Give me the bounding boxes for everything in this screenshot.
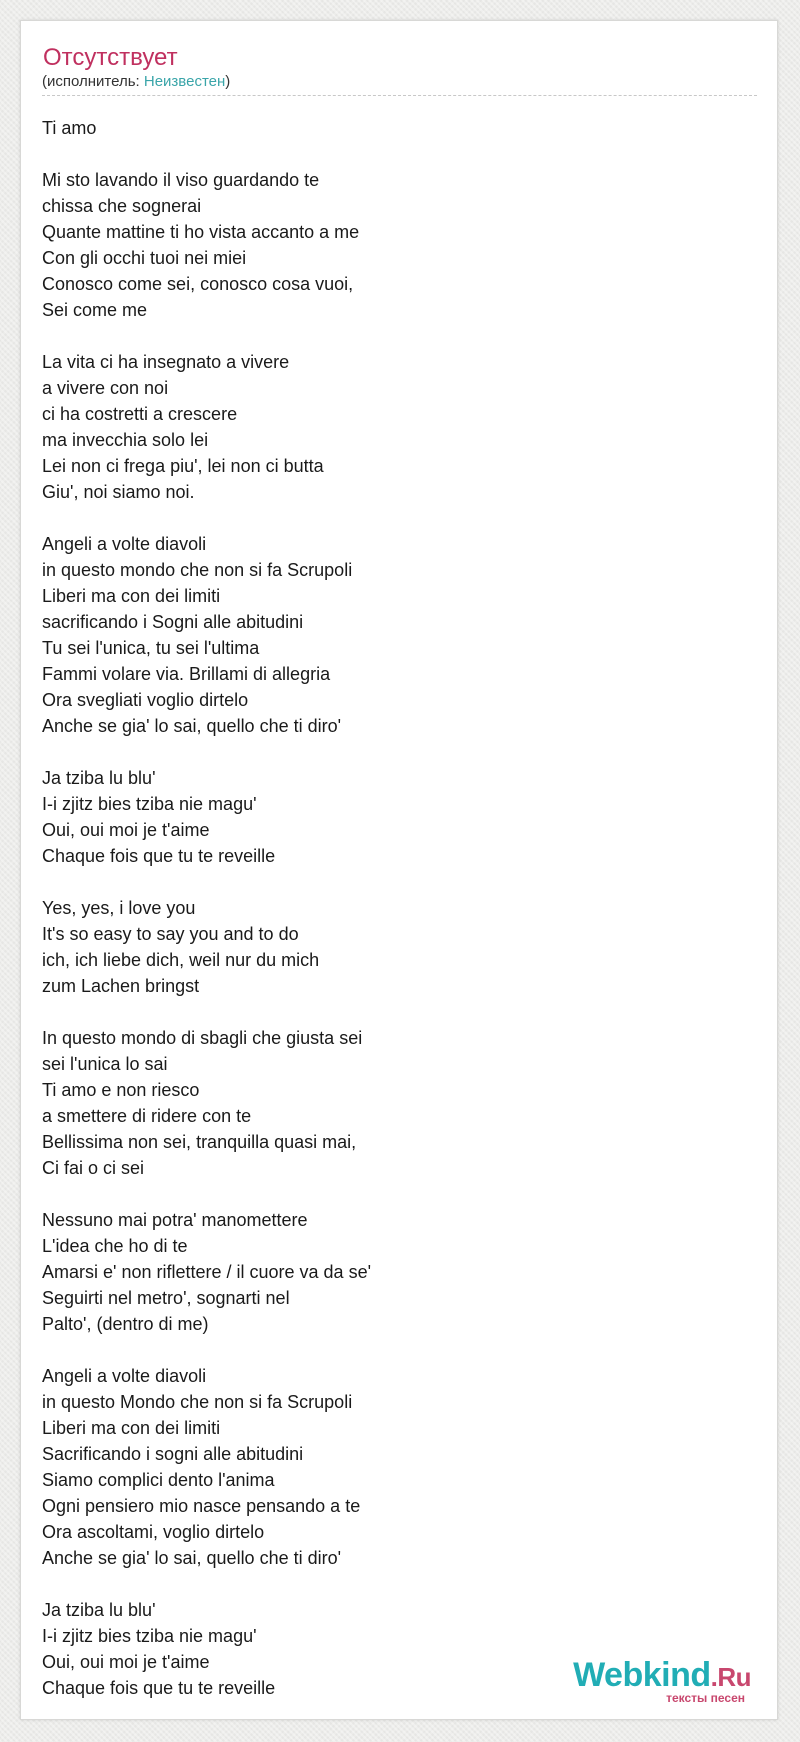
lyric-line: Bellissima non sei, tranquilla quasi mai, [42,1132,357,1152]
lyric-line: Sei come me [42,300,148,320]
logo-tagline: тексты песен [666,1691,745,1705]
lyric-line: Ora svegliati voglio dirtelo [42,690,249,710]
lyric-line: Ora ascoltami, voglio dirtelo [42,1522,265,1542]
lyric-line: ma invecchia solo lei [42,430,209,450]
logo-tld: .Ru [710,1662,751,1692]
lyric-line: Oui, oui moi je t'aime [42,1652,210,1672]
site-logo[interactable] [551,1655,751,1705]
lyric-line: L'idea che ho di te [42,1236,188,1256]
lyric-blank-line [42,141,742,167]
lyric-line: Ti amo e non riesco [42,1080,200,1100]
lyric-line: Nessuno mai potra' manomettere [42,1210,308,1230]
lyric-line: Yes, yes, i love you [42,898,196,918]
lyric-line: Liberi ma con dei limiti [42,586,221,606]
artist-suffix: ) [225,73,231,90]
lyric-line: ci ha costretti a crescere [42,404,238,424]
lyric-line: sei l'unica lo sai [42,1054,168,1074]
lyric-line: in questo Mondo che non si fa Scrupoli [42,1392,353,1412]
lyric-line: I-i zjitz bies tziba nie magu' [42,794,257,814]
lyric-line: Chaque fois que tu te reveille [42,846,276,866]
lyric-line: I-i zjitz bies tziba nie magu' [42,1626,257,1646]
artist-link[interactable]: Неизвестен [143,73,226,90]
artist-line [42,72,230,92]
lyric-line: Quante mattine ti ho vista accanto a me [42,222,360,242]
lyric-line: Ja tziba lu blu' [42,1600,156,1620]
lyric-line: It's so easy to say you and to do [42,924,299,944]
lyric-blank-line [42,1181,742,1207]
lyric-line: Angeli a volte diavoli [42,1366,207,1386]
lyric-line: In questo mondo di sbagli che giusta sei [42,1028,363,1048]
lyric-blank-line [42,505,742,531]
lyric-blank-line [42,1571,742,1597]
logo-name: Webkind [573,1656,711,1694]
lyrics-text [42,115,742,1701]
lyric-line: Mi sto lavando il viso guardando te [42,170,320,190]
lyric-line: Angeli a volte diavoli [42,534,207,554]
lyric-line: Liberi ma con dei limiti [42,1418,221,1438]
lyric-line: Ja tziba lu blu' [42,768,156,788]
lyric-line: La vita ci ha insegnato a vivere [42,352,290,372]
lyric-line: Chaque fois que tu te reveille [42,1678,276,1698]
title-divider [42,95,757,96]
lyric-line: Conosco come sei, conosco cosa vuoi, [42,274,354,294]
lyric-line: Oui, oui moi je t'aime [42,820,210,840]
lyric-line: Con gli occhi tuoi nei miei [42,248,247,268]
lyrics-card [20,20,778,1720]
lyric-line: zum Lachen bringst [42,976,200,996]
lyric-line: Anche se gia' lo sai, quello che ti diro' [42,716,342,736]
lyric-line: a smettere di ridere con te [42,1106,252,1126]
lyric-line: chissa che sognerai [42,196,202,216]
lyric-line: Sacrificando i sogni alle abitudini [42,1444,304,1464]
lyric-line: Lei non ci frega piu', lei non ci butta [42,456,324,476]
lyric-line: Ci fai o ci sei [42,1158,145,1178]
lyric-line: Palto', (dentro di me) [42,1314,209,1334]
lyric-blank-line [42,1337,742,1363]
artist-prefix: (исполнитель: [42,73,144,90]
lyric-line: Fammi volare via. Brillami di allegria [42,664,331,684]
lyric-blank-line [42,323,742,349]
lyric-line: ich, ich liebe dich, weil nur du mich [42,950,320,970]
lyric-line: in questo mondo che non si fa Scrupoli [42,560,353,580]
lyric-line: Siamo complici dento l'anima [42,1470,275,1490]
lyric-blank-line [42,739,742,765]
lyric-blank-line [42,999,742,1025]
lyric-line: sacrificando i Sogni alle abitudini [42,612,304,632]
lyric-line: Ogni pensiero mio nasce pensando a te [42,1496,361,1516]
lyric-line: Seguirti nel metro', sognarti nel [42,1288,290,1308]
lyric-line: Anche se gia' lo sai, quello che ti diro' [42,1548,342,1568]
lyric-blank-line [42,869,742,895]
lyric-line: Amarsi e' non riflettere / il cuore va da se' [42,1262,372,1282]
song-title: Отсутствует [43,44,178,71]
lyric-line: Tu sei l'unica, tu sei l'ultima [42,638,260,658]
lyric-line: Ti amo [42,118,97,138]
lyric-line: Giu', noi siamo noi. [42,482,195,502]
lyric-line: a vivere con noi [42,378,169,398]
